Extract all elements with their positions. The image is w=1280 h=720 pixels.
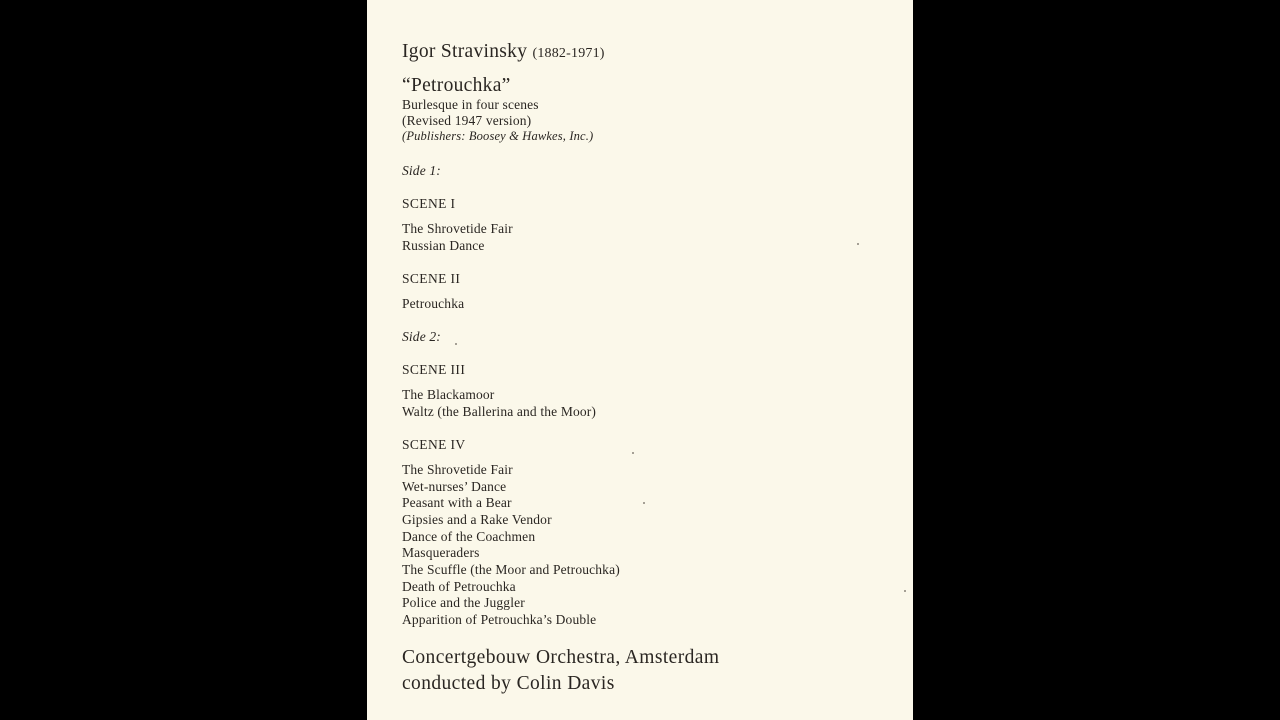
track-title: Police and the Juggler (402, 595, 525, 610)
track-title: The Shrovetide Fair (402, 221, 513, 236)
track-title: Waltz (the Ballerina and the Moor) (402, 404, 597, 419)
album-liner-notes (367, 0, 913, 720)
composer-dates: (1882-1971) (532, 46, 605, 61)
track-title: Wet-nurses’ Dance (402, 479, 507, 494)
orchestra-credit: Concertgebouw Orchestra, Amsterdam (402, 647, 720, 668)
paper-speck (632, 452, 634, 454)
conductor-credit: conducted by Colin Davis (402, 673, 615, 694)
track-title: Masqueraders (402, 545, 480, 560)
composer-name: Igor Stravinsky (402, 41, 528, 62)
track-title: Gipsies and a Rake Vendor (402, 512, 552, 527)
track-title: Death of Petrouchka (402, 579, 516, 594)
scene-heading: SCENE IV (402, 437, 466, 452)
track-title: The Blackamoor (402, 387, 495, 402)
track-title: Peasant with a Bear (402, 495, 512, 510)
side-label: Side 1: (402, 163, 441, 178)
track-title: The Scuffle (the Moor and Petrouchka) (402, 562, 620, 577)
work-title: “Petrouchka” (402, 75, 511, 96)
paper-speck (904, 590, 906, 592)
track-title: Dance of the Coachmen (402, 529, 536, 544)
publisher-note: (Publishers: Boosey & Hawkes, Inc.) (402, 129, 594, 143)
work-subtitle: Burlesque in four scenes (402, 97, 539, 112)
paper-speck (643, 502, 645, 504)
track-title: Petrouchka (402, 296, 465, 311)
side-label: Side 2: (402, 329, 441, 344)
scene-heading: SCENE II (402, 271, 461, 286)
track-title: The Shrovetide Fair (402, 462, 513, 477)
paper-speck (857, 243, 859, 245)
scene-heading: SCENE III (402, 362, 466, 377)
track-title: Apparition of Petrouchka’s Double (402, 612, 597, 627)
paper-speck (455, 343, 457, 345)
composer-heading (402, 40, 605, 66)
track-title: Russian Dance (402, 238, 485, 253)
work-version: (Revised 1947 version) (402, 113, 532, 128)
scene-heading: SCENE I (402, 196, 456, 211)
